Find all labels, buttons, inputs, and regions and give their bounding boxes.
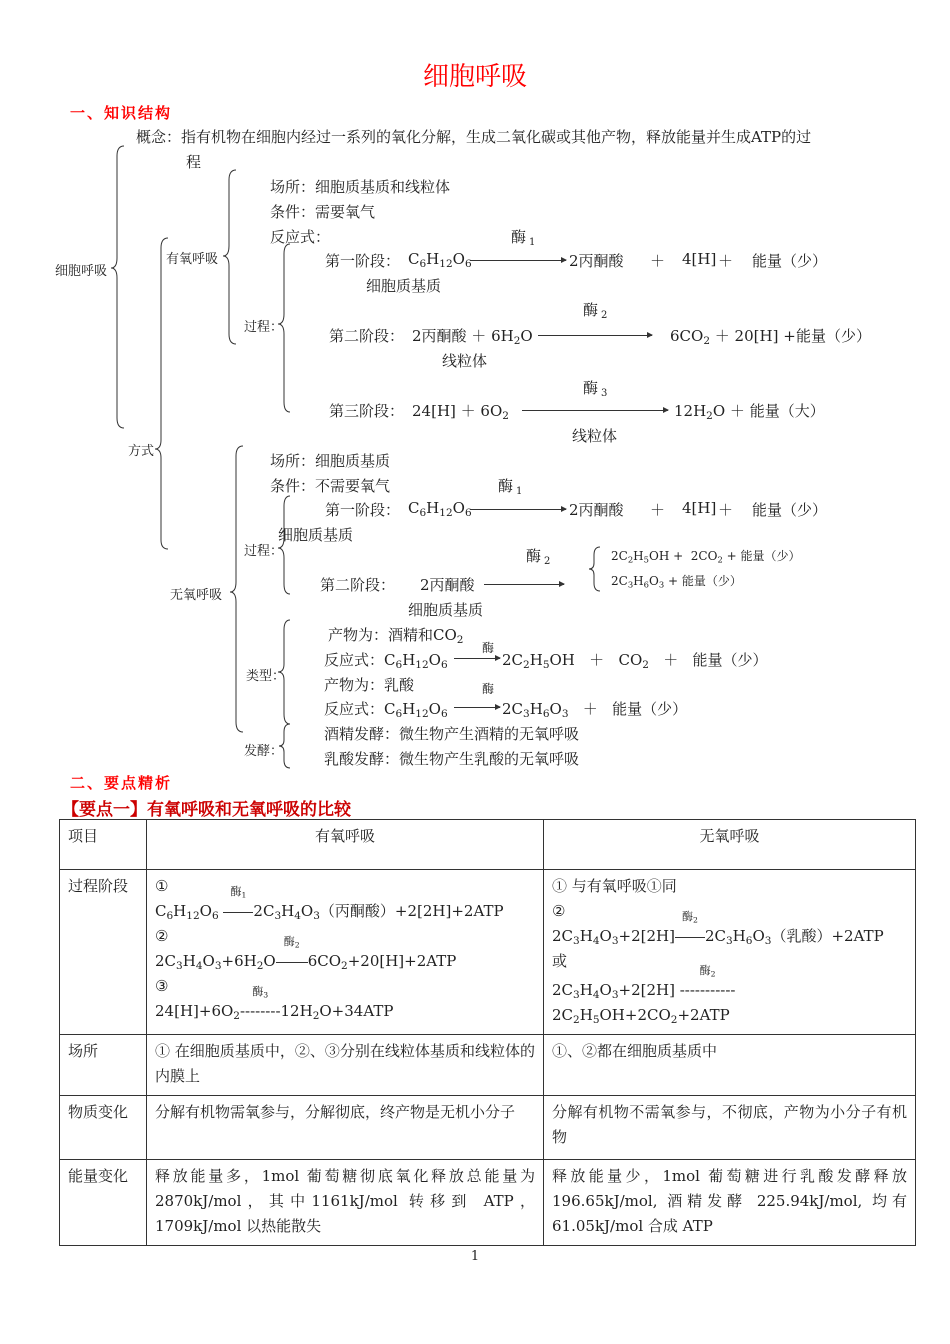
row-item: 物质变化 [60, 1096, 147, 1160]
lactic-arrow [454, 707, 500, 708]
anaerobic-step-2-eq-lactic: $2C_3H_4O_3+2[2H]$ 酶$_2$ $2C_3H_6O_3$（乳酸）+2ATP [552, 910, 884, 948]
aerobic-s2-enzyme: 酶 $_2$ [583, 301, 608, 321]
anaerobic-step-2-marker: ② [552, 902, 566, 920]
brace-second-stage-products [589, 547, 600, 591]
process-aerobic-cell [147, 870, 544, 1035]
aerobic-step-2-marker: ② [155, 927, 169, 945]
section-heading-structure: 一、知识结构 [70, 104, 173, 122]
lactic-product: 产物为：乳酸 [324, 676, 415, 694]
aerobic-process-label: 过程： [244, 320, 284, 335]
row-item: 过程阶段 [60, 870, 147, 1035]
point-one-heading: 【要点一】有氧呼吸和无氧呼吸的比较 [62, 800, 351, 820]
lactic-formula: 反应式：$C_6H_{12}O_6$ [324, 700, 448, 721]
aerobic-s3-reactant: $24[H] + 6O_2$ [412, 402, 509, 423]
aerobic-s2-product: $6CO_2 + 20[H]$ + [670, 327, 796, 348]
ferment-label: 发酵： [244, 744, 284, 759]
aerobic-step-3-eq: $24[H]+6O_2$ 酶$_3$ $--------12H_2O+34ATP$ [155, 985, 394, 1023]
mode-label: 方式 [128, 444, 155, 459]
anaerobic-s2-product-alcohol: $2C_2H_5OH + 2CO_2$ + 能量（少） [611, 549, 801, 565]
alcohol-enzyme: 酶 [482, 641, 495, 655]
anaerobic-s2-label: 第二阶段： [320, 576, 396, 594]
anaerobic-place: 场所：细胞质基质 [270, 452, 391, 470]
aerobic-place: 场所：细胞质基质和线粒体 [270, 178, 451, 196]
aerobic-s2-place: 线粒体 [442, 352, 488, 370]
page-title: 细胞呼吸 [422, 62, 527, 92]
place-aerobic-cell: ① 在细胞质基质中，②、③分别在线粒体基质和线粒体的内膜上 [147, 1035, 544, 1096]
energy-aerobic-cell: 释放能量多，1mol 葡萄糖彻底氧化释放总能量为2870kJ/mol，其中1161kJ/mol 转移到 ATP，1709kJ/mol 以热能散失 [147, 1160, 544, 1246]
brace-root [111, 146, 124, 428]
aerobic-s1-h: 4[H] [682, 250, 717, 268]
energy-anaerobic-cell: 释放能量少，1mol 葡萄糖进行乳酸发酵释放196.65kJ/mol, 酒精发酵 225.94kJ/mol, 均有61.05kJ/mol 合成 ATP [544, 1160, 916, 1246]
aerobic-s3-product: $12H_2O$ ＋ 能量（大） [674, 402, 825, 423]
alcohol-products: $2C_2H_5OH + CO_2$ ＋ 能量（少） [502, 651, 768, 672]
table-row [60, 1160, 916, 1246]
aerobic-s2-arrow [538, 335, 652, 336]
aerobic-s2-label: 第二阶段： [329, 327, 405, 345]
aerobic-condition: 条件：需要氧气 [270, 203, 376, 221]
anaerobic-s2-arrow [484, 584, 564, 585]
aerobic-s3-arrow [522, 410, 668, 411]
place-anaerobic-cell: ①、②都在细胞质基质中 [544, 1035, 916, 1096]
anaerobic-s1-enzyme: 酶 $_1$ [498, 477, 523, 497]
aerobic-s3-label: 第三阶段： [329, 402, 405, 420]
row-item: 场所 [60, 1035, 147, 1096]
concept-line-1: 概念：指有机物在细胞内经过一系列的氧化分解，生成二氧化碳或其他产物，释放能量并生成ATP的过 [136, 128, 812, 146]
alcohol-ferment: 酒精发酵：微生物产生酒精的无氧呼吸 [324, 725, 580, 743]
aerobic-s1-product: 2丙酮酸 [569, 252, 624, 270]
aerobic-label: 有氧呼吸 [166, 252, 219, 267]
anaerobic-process-label: 过程： [244, 544, 284, 559]
aerobic-step-3-marker: ③ [155, 977, 169, 995]
type-label: 类型： [246, 669, 286, 684]
aerobic-s2-energy: 能量（少） [796, 327, 872, 345]
header-aerobic: 有氧呼吸 [147, 820, 544, 870]
lactic-enzyme: 酶 [482, 682, 495, 696]
lactic-products: $2C_3H_6O_3$ ＋ 能量（少） [502, 700, 688, 721]
anaerobic-or: 或 [552, 952, 568, 970]
aerobic-s1-place: 细胞质基质 [366, 277, 442, 295]
anaerobic-s1-place: 细胞质基质 [278, 526, 354, 544]
material-aerobic-cell: 分解有机物需氧参与，分解彻底，终产物是无机小分子 [147, 1096, 544, 1160]
aerobic-s1-plus2: ＋ [718, 252, 734, 270]
anaerobic-s2-place: 细胞质基质 [408, 601, 484, 619]
alcohol-arrow [454, 658, 500, 659]
aerobic-s1-energy: 能量（少） [752, 252, 828, 270]
aerobic-s1-arrow [470, 260, 566, 261]
anaerobic-s1-reactant: $C_6H_{12}O_6$ [408, 499, 472, 520]
anaerobic-s1-arrow [470, 509, 566, 510]
aerobic-s1-label: 第一阶段： [325, 252, 401, 270]
table-header-row [60, 820, 916, 870]
anaerobic-label: 无氧呼吸 [170, 588, 223, 603]
table-row [60, 1096, 916, 1160]
table-row [60, 870, 916, 1035]
root-label: 细胞呼吸 [55, 264, 108, 279]
table-row [60, 1035, 916, 1096]
material-anaerobic-cell: 分解有机物不需氧参与，不彻底，产物为小分子有机物 [544, 1096, 916, 1160]
aerobic-step-1-eq: $C_6H_{12}O_6$ 酶$_1$ $2C_3H_4O_3$（丙酮酸）+2[2H]+2ATP [155, 885, 504, 923]
anaerobic-step-2-eq-alcohol: $2C_3H_4O_3+2[2H]$ 酶$_2$ $-----------2C_2H_5OH+2CO_2+2ATP$ [552, 964, 736, 1027]
aerobic-s3-place: 线粒体 [572, 427, 618, 445]
anaerobic-s2-enzyme: 酶 $_2$ [526, 547, 551, 567]
anaerobic-condition: 条件：不需要氧气 [270, 477, 391, 495]
section-heading-analysis: 二、要点精析 [70, 774, 173, 792]
header-item: 项目 [60, 820, 147, 870]
anaerobic-s1-product: 2丙酮酸 [569, 501, 624, 519]
brace-anaerobic [230, 446, 243, 732]
process-anaerobic-cell [544, 870, 916, 1035]
anaerobic-s1-label: 第一阶段： [325, 501, 401, 519]
page-number: 1 [470, 1249, 480, 1264]
aerobic-s3-enzyme: 酶 $_3$ [583, 379, 608, 399]
anaerobic-step-1: ① 与有氧呼吸①同 [552, 877, 677, 895]
brace-aerobic [223, 170, 236, 344]
brace-mode [155, 238, 168, 549]
anaerobic-s2-reactant: 2丙酮酸 [420, 576, 475, 594]
header-anaerobic: 无氧呼吸 [544, 820, 916, 870]
anaerobic-s1-energy: 能量（少） [752, 501, 828, 519]
anaerobic-s1-plus: ＋ [650, 501, 666, 519]
aerobic-step-2-eq: $2C_3H_4O_3+6H_2O$ 酶$_2$ $6CO_2+20[H]+2ATP$ [155, 935, 457, 973]
aerobic-step-1-marker: ① [155, 877, 169, 895]
aerobic-s2-reactant: 2丙酮酸 ＋ $6H_2O$ [412, 327, 533, 348]
concept-line-2: 程 [186, 153, 202, 171]
anaerobic-s1-h: 4[H] [682, 499, 717, 517]
alcohol-formula: 反应式：$C_6H_{12}O_6$ [324, 651, 448, 672]
row-item: 能量变化 [60, 1160, 147, 1246]
aerobic-s1-plus: ＋ [650, 252, 666, 270]
comparison-table [59, 819, 916, 1246]
alcohol-product: 产物为：酒精和$CO_2$ [328, 626, 464, 647]
anaerobic-s1-plus2: ＋ [718, 501, 734, 519]
aerobic-formula-label: 反应式： [270, 228, 331, 246]
aerobic-s1-reactant: $C_6H_{12}O_6$ [408, 250, 472, 271]
aerobic-s1-enzyme: 酶 $_1$ [511, 228, 536, 248]
anaerobic-s2-product-lactic: $2C_3H_6O_3$ + 能量（少） [611, 574, 742, 590]
lactic-ferment: 乳酸发酵：微生物产生乳酸的无氧呼吸 [324, 750, 580, 768]
